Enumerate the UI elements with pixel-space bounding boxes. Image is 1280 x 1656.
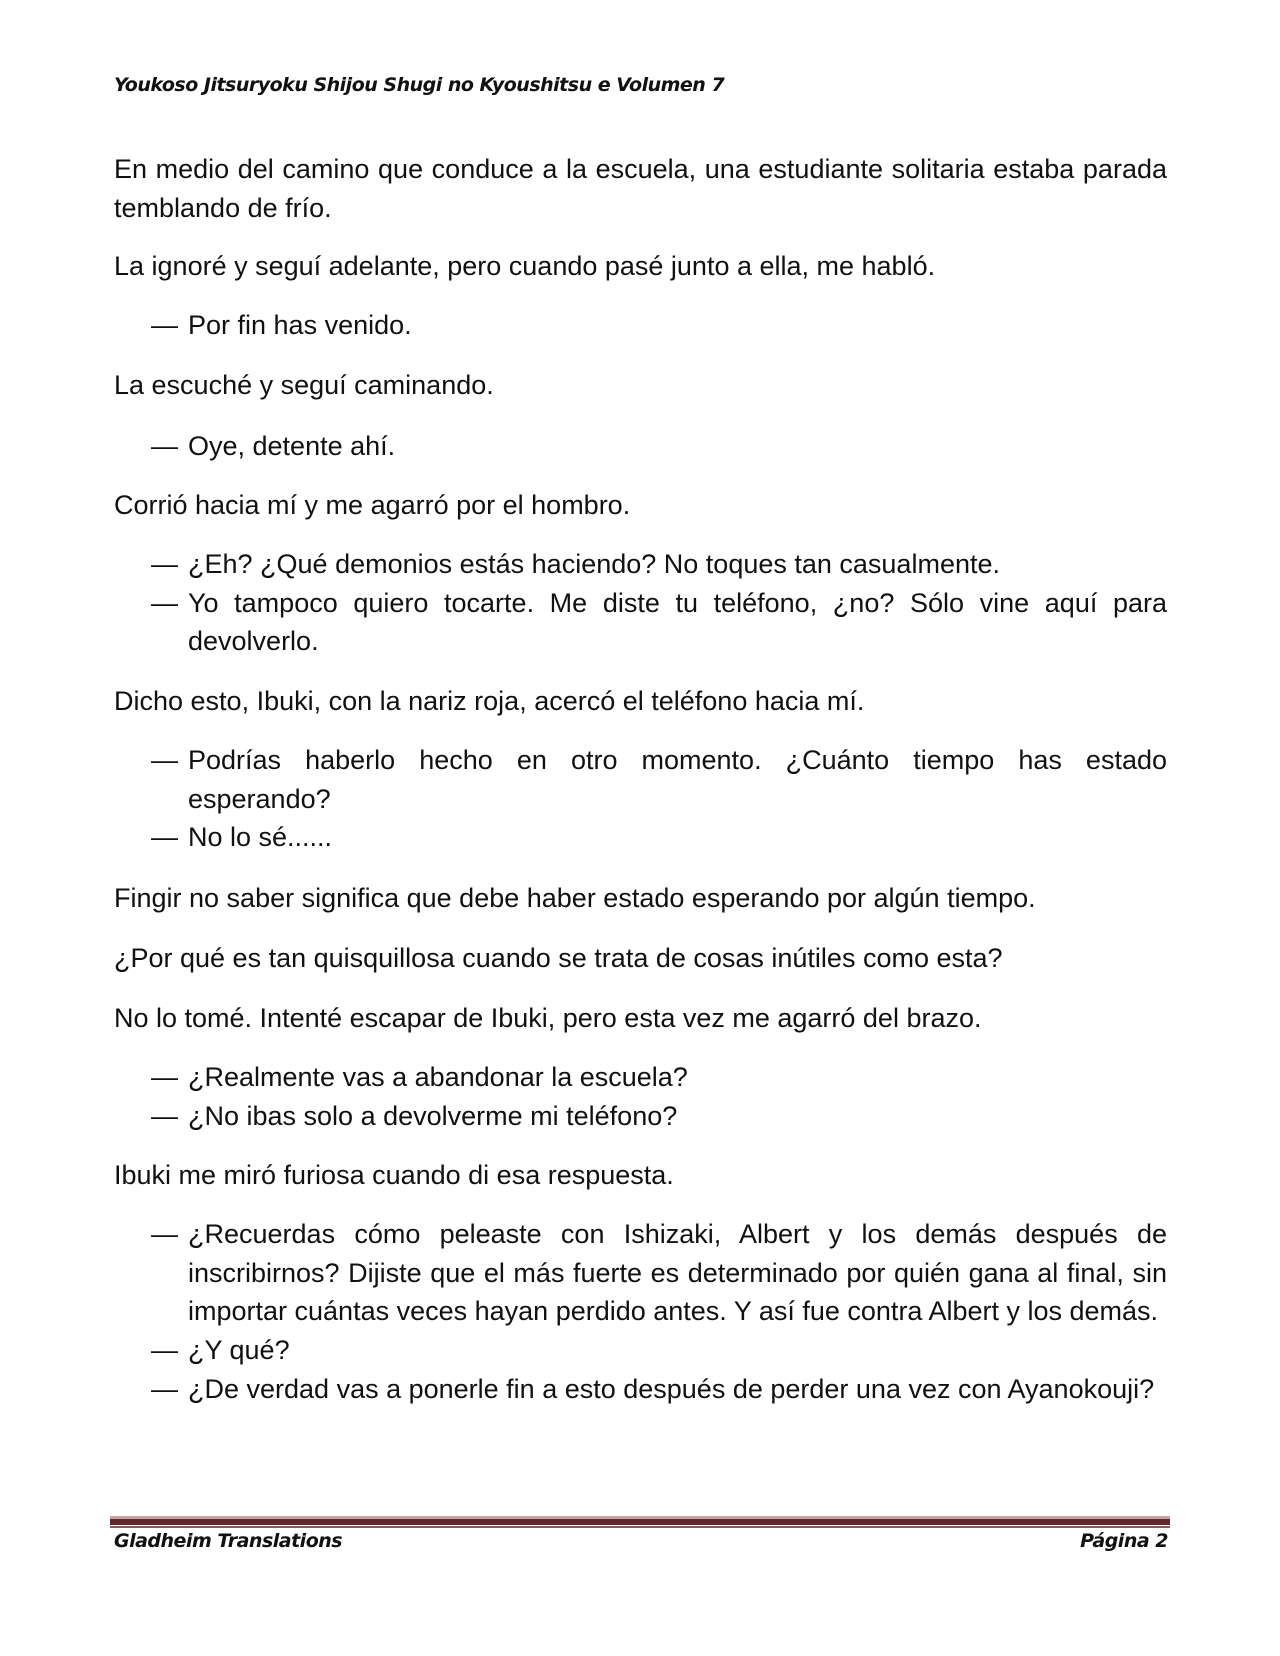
em-dash: —	[151, 431, 178, 461]
dialogue-group	[151, 545, 1167, 661]
paragraph: La escuché y seguí caminando.	[114, 370, 494, 400]
em-dash: —	[151, 1100, 178, 1131]
dialogue-text: ¿De verdad vas a ponerle fin a esto después de perder una vez con Ayanokouji?	[188, 1373, 1155, 1404]
em-dash: —	[151, 1219, 178, 1249]
dialogue-line	[151, 306, 1167, 345]
dialogue-line	[151, 1215, 1167, 1331]
paragraph: No lo tomé. Intenté escapar de Ibuki, pero esta vez me agarró del brazo.	[114, 1003, 982, 1033]
dialogue-text: ¿Realmente vas a abandonar la escuela?	[188, 1062, 688, 1092]
footer-rule	[110, 1519, 1170, 1525]
paragraph: La ignoré y seguí adelante, pero cuando pasé junto a ella, me habló.	[114, 251, 936, 281]
dialogue-line	[151, 427, 1167, 466]
em-dash: —	[151, 745, 178, 775]
footer-rule-thin	[110, 1526, 1170, 1528]
em-dash: —	[151, 1062, 178, 1092]
dialogue-text: Por fin has venido.	[188, 310, 412, 340]
dialogue-group	[151, 1215, 1167, 1409]
dialogue-group	[151, 741, 1167, 857]
dialogue-text: ¿Eh? ¿Qué demonios estás haciendo? No toques tan casualmente.	[188, 549, 1000, 579]
running-header: Youkoso Jitsuryoku Shijou Shugi no Kyoushitsu e Volumen 7	[114, 74, 725, 96]
dialogue-text: No lo sé......	[188, 822, 333, 853]
dialogue-text: Yo tampoco quiero tocarte. Me diste tu teléfono, ¿no? Sólo vine aquí para devolverlo.	[188, 587, 1167, 657]
em-dash: —	[151, 822, 178, 853]
dialogue-line	[151, 1097, 1167, 1136]
dialogue-line	[151, 1331, 1167, 1370]
dialogue-text: ¿No ibas solo a devolverme mi teléfono?	[188, 1100, 678, 1131]
page-number: Página 2	[1080, 1530, 1168, 1552]
dialogue-text: ¿Y qué?	[188, 1335, 290, 1366]
footer-publisher: Gladheim Translations	[114, 1530, 343, 1552]
paragraph: ¿Por qué es tan quisquillosa cuando se trata de cosas inútiles como esta?	[114, 943, 1003, 973]
dialogue-line	[151, 818, 1167, 857]
dialogue-group	[151, 427, 1167, 466]
dialogue-line	[151, 741, 1167, 818]
dialogue-line	[151, 545, 1167, 584]
dialogue-line	[151, 584, 1167, 661]
em-dash: —	[151, 1335, 178, 1366]
dialogue-line	[151, 1058, 1167, 1097]
paragraph: Ibuki me miró furiosa cuando di esa respuesta.	[114, 1160, 674, 1190]
dialogue-group	[151, 1058, 1167, 1135]
paragraph: Fingir no saber significa que debe haber estado esperando por algún tiempo.	[114, 883, 1036, 913]
paragraph: En medio del camino que conduce a la escuela, una estudiante solitaria estaba parada temblando de frío.	[114, 154, 1167, 223]
dialogue-group	[151, 306, 1167, 345]
dialogue-text: Oye, detente ahí.	[188, 431, 396, 461]
dialogue-text: Podrías haberlo hecho en otro momento. ¿Cuánto tiempo has estado esperando?	[188, 745, 1167, 814]
em-dash: —	[151, 587, 178, 618]
em-dash: —	[151, 310, 178, 340]
dialogue-line	[151, 1370, 1167, 1409]
em-dash: —	[151, 549, 178, 579]
em-dash: —	[151, 1373, 178, 1404]
dialogue-text: ¿Recuerdas cómo peleaste con Ishizaki, Albert y los demás después de inscribirnos? Dijiste que el más fuerte es determinado por quién gana al final, sin importar cuántas veces hayan perdido antes. Y así fue contra Albert y los demás.	[188, 1219, 1167, 1327]
paragraph: Corrió hacia mí y me agarró por el hombro.	[114, 490, 631, 520]
paragraph: Dicho esto, Ibuki, con la nariz roja, acercó el teléfono hacia mí.	[114, 686, 865, 716]
